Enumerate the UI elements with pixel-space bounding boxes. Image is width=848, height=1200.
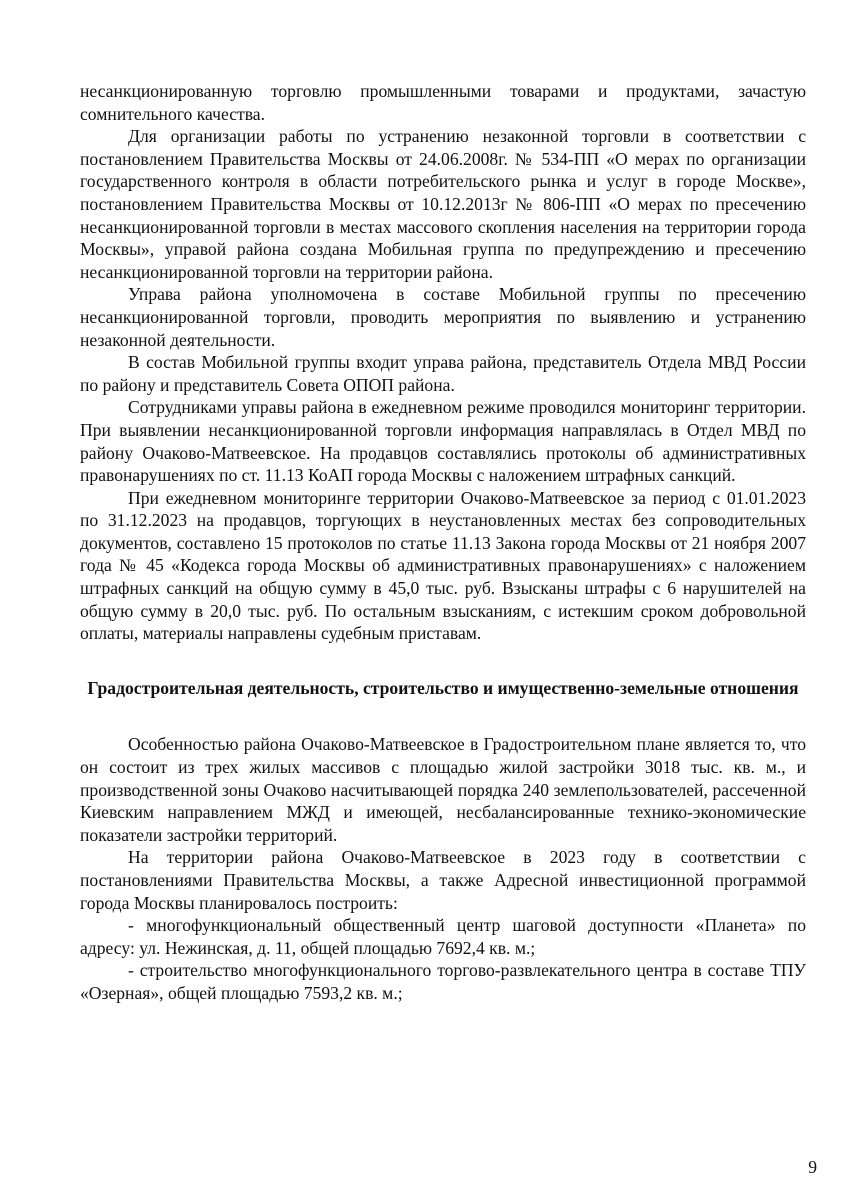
paragraph-mobile-group-creation: Для организации работы по устранению незаконной торговли в соответствии с постановлением Правительства Москвы от 24.06.2008г. № 534-ПП «О мерах по организации государственного контроля в области потребительского рынка и услуг в городе Москве», постановлением Правительства Москвы от 10.12.2013г № 806-ПП «О мерах по пресечению несанкционированной торговли в местах массового скопления населения на территории города Москвы», управой района создана Мобильная группа по предупреждению и пресечению несанкционированной торговли на территории района. (80, 126, 806, 282)
list-item-ozernaya: - строительство многофункционального торгово-развлекательного центра в составе ТПУ «Озерная», общей площадью 7593,2 кв. м.; (80, 960, 806, 1003)
page-number: 9 (808, 1157, 817, 1177)
paragraph-authority: Управа района уполномочена в составе Мобильной группы по пресечению несанкционированной торговли, проводить мероприятия по выявлению и устранению незаконной деятельности. (80, 284, 806, 350)
paragraph-group-composition: В состав Мобильной группы входит управа района, представитель Отдела МВД России по району и представитель Совета ОПОП района. (80, 352, 806, 395)
section-heading: Градостроительная деятельность, строительство и имущественно-земельные отношения (87, 677, 799, 698)
paragraph-statistics: При ежедневном мониторинге территории Очаково-Матвеевское за период с 01.01.2023 по 31.12.2023 на продавцов, торгующих в неустановленных местах без сопроводительных документов, составлено 15 протоколов по статье 11.13 Закона города Москвы от 21 ноября 2007 года № 45 «Кодекса города Москвы об административных правонарушениях» с наложением штрафных санкций на общую сумму в 45,0 тыс. руб. Взысканы штрафы с 6 нарушителей на общую сумму в 20,0 тыс. руб. По остальным взысканиям, с истекшим сроком добровольной оплаты, материалы направлены судебным приставам. (80, 487, 806, 644)
list-item-planeta: - многофункциональный общественный центр шаговой доступности «Планета» по адресу: ул. Нежинская, д. 11, общей площадью 7692,4 кв. м.; (80, 915, 806, 958)
paragraph-monitoring: Сотрудниками управы района в ежедневном режиме проводился мониторинг территории. При выявлении несанкционированной торговли информация направлялась в Отдел МВД по району Очаково-Матвеевское. На продавцов составлялись протоколы об административных правонарушениях по ст. 11.13 КоАП города Москвы с наложением штрафных санкций. (80, 397, 806, 486)
page-body (80, 80, 806, 1005)
paragraph-continuation: несанкционированную торговлю промышленными товарами и продуктами, зачастую сомнительного качества. (80, 81, 806, 124)
paragraph-construction-plan: На территории района Очаково-Матвеевское в 2023 году в соответствии с постановлениями Правительства Москвы, а также Адресной инвестиционной программой города Москвы планировалось построить: (80, 847, 806, 913)
paragraph-district-features: Особенностью района Очаково-Матвеевское в Градостроительном плане является то, что он состоит из трех жилых массивов с площадью жилой застройки 3018 тыс. кв. м., и производственной зоны Очаково насчитывающей порядка 240 землепользователей, рассеченной Киевским направлением МЖД и имеющей, несбалансированные технико-экономические показатели застройки территорий. (80, 734, 806, 845)
